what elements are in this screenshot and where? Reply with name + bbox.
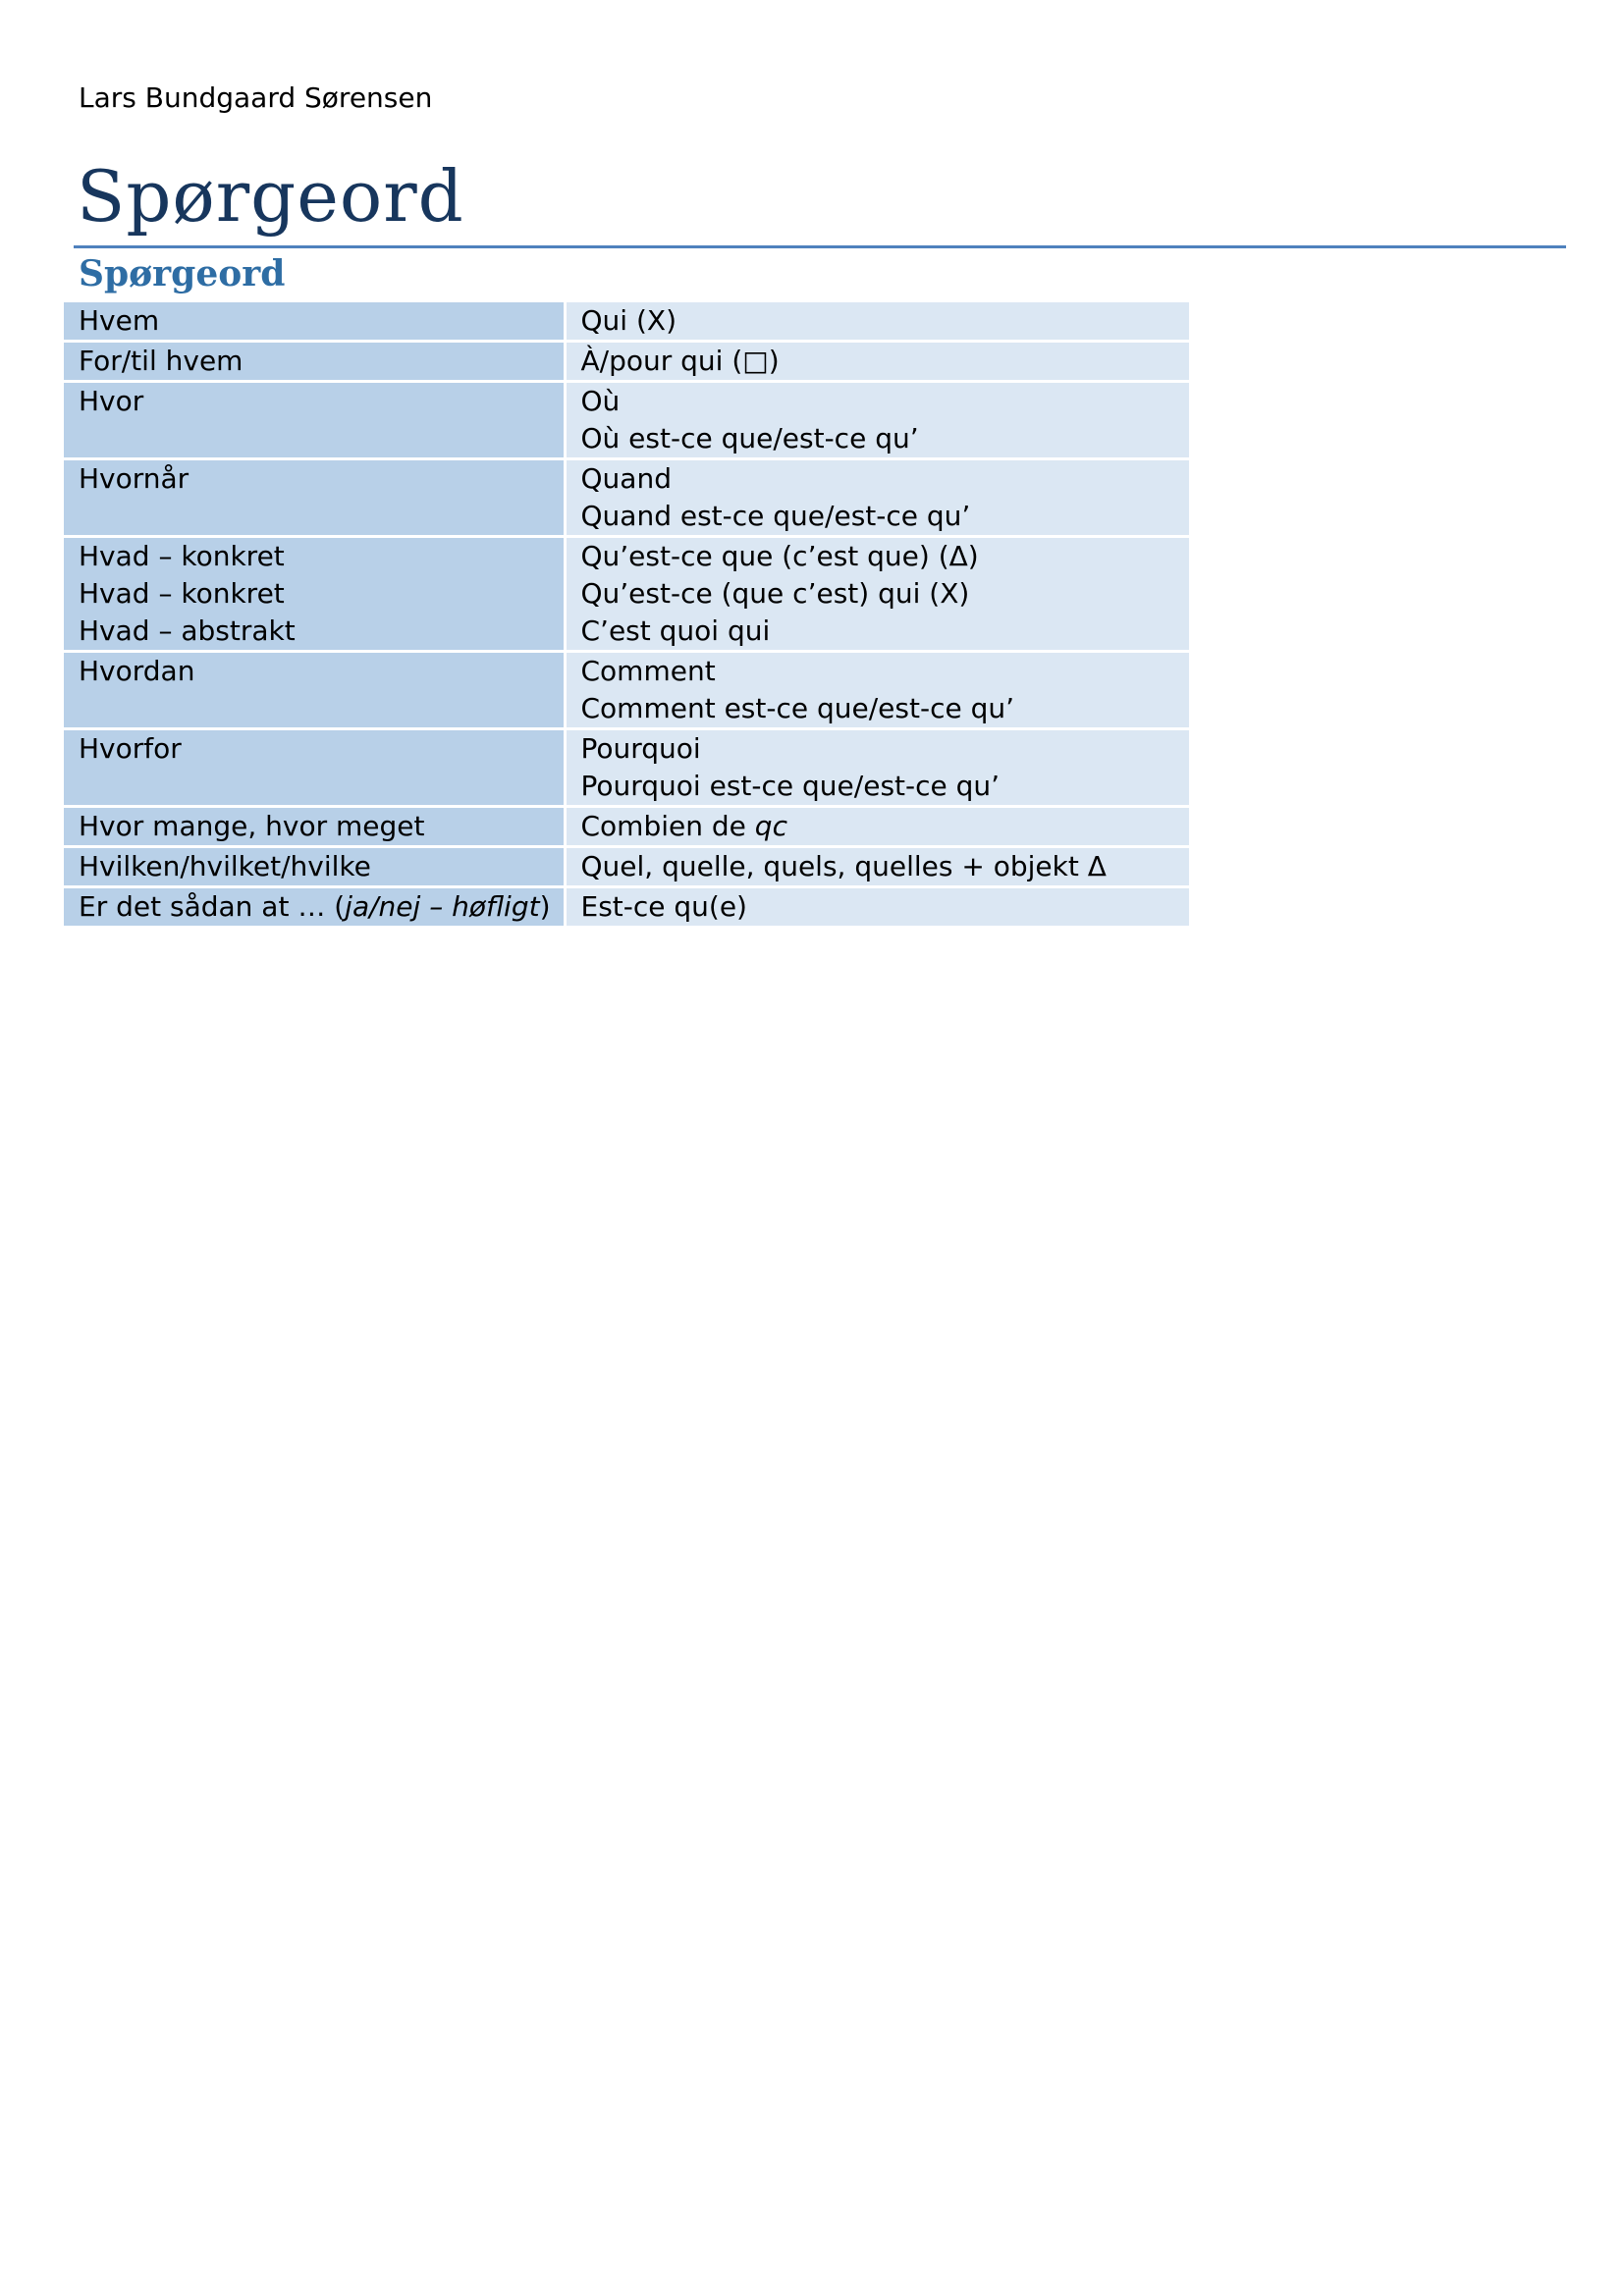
danish-term: Hvilken/hvilket/hvilke xyxy=(79,850,371,882)
french-term: Quel, quelle, quels, quelles + objekt Δ xyxy=(580,850,1107,882)
french-cell xyxy=(565,887,1189,928)
french-italic-text: qc xyxy=(754,810,787,842)
danish-term: Hvad – konkret xyxy=(79,577,285,610)
table-row xyxy=(64,652,1189,729)
danish-cell xyxy=(64,459,565,537)
danish-term: Hvor mange, hvor meget xyxy=(79,810,425,842)
french-term: Qu’est-ce que (c’est que) (Δ) xyxy=(580,540,979,572)
french-term: Où est-ce que/est-ce qu’ xyxy=(580,422,919,454)
table-row xyxy=(64,382,1189,459)
danish-term: Hvordan xyxy=(79,655,195,687)
french-term: Qui (X) xyxy=(580,304,677,337)
danish-term: Hvor xyxy=(79,385,144,417)
danish-cell xyxy=(64,887,565,928)
table-row xyxy=(64,537,1189,652)
table-row xyxy=(64,847,1189,887)
danish-term: Hvad – abstrakt xyxy=(79,614,296,647)
french-cell xyxy=(565,847,1189,887)
french-text: Combien de xyxy=(580,810,755,842)
french-term: Comment xyxy=(580,655,716,687)
french-term: Qu’est-ce (que c’est) qui (X) xyxy=(580,577,970,610)
table-row xyxy=(64,459,1189,537)
danish-cell xyxy=(64,302,565,342)
author-name: Lars Bundgaard Sørensen xyxy=(79,81,433,114)
french-term: C’est quoi qui xyxy=(580,614,771,647)
french-term xyxy=(581,808,1180,845)
vocabulary-table xyxy=(64,302,1189,929)
danish-term: Hvad – konkret xyxy=(79,540,285,572)
page-title: Spørgeord xyxy=(77,155,464,238)
french-cell xyxy=(565,652,1189,729)
danish-cell xyxy=(64,382,565,459)
french-cell xyxy=(565,729,1189,807)
danish-cell xyxy=(64,807,565,847)
danish-italic-text: ja/nej – høfligt xyxy=(345,890,540,923)
danish-term: Hvorfor xyxy=(79,732,182,765)
title-divider xyxy=(74,245,1566,248)
french-term: Pourquoi xyxy=(580,732,701,765)
french-term: Comment est-ce que/est-ce qu’ xyxy=(580,692,1015,724)
danish-term: Hvornår xyxy=(79,462,189,495)
danish-cell xyxy=(64,537,565,652)
danish-cell xyxy=(64,342,565,382)
french-term: Est-ce qu(e) xyxy=(580,890,747,923)
danish-cell xyxy=(64,729,565,807)
table-row xyxy=(64,302,1189,342)
table-row xyxy=(64,342,1189,382)
table-row xyxy=(64,887,1189,928)
danish-term: For/til hvem xyxy=(79,345,244,377)
french-cell xyxy=(565,302,1189,342)
danish-text: Er det sådan at … ( xyxy=(79,890,346,923)
french-cell xyxy=(565,342,1189,382)
french-term: Où xyxy=(580,385,621,417)
french-cell xyxy=(565,459,1189,537)
french-term: À/pour qui (□) xyxy=(580,345,780,377)
french-term: Quand est-ce que/est-ce qu’ xyxy=(580,500,971,532)
danish-term xyxy=(79,888,554,926)
danish-cell xyxy=(64,652,565,729)
french-cell xyxy=(565,382,1189,459)
table-row xyxy=(64,807,1189,847)
danish-term: Hvem xyxy=(79,304,160,337)
french-cell xyxy=(565,807,1189,847)
french-term: Quand xyxy=(580,462,672,495)
danish-text: ) xyxy=(539,890,551,923)
french-cell xyxy=(565,537,1189,652)
french-term: Pourquoi est-ce que/est-ce qu’ xyxy=(580,770,1001,802)
table-row xyxy=(64,729,1189,807)
section-heading: Spørgeord xyxy=(79,253,286,294)
danish-cell xyxy=(64,847,565,887)
